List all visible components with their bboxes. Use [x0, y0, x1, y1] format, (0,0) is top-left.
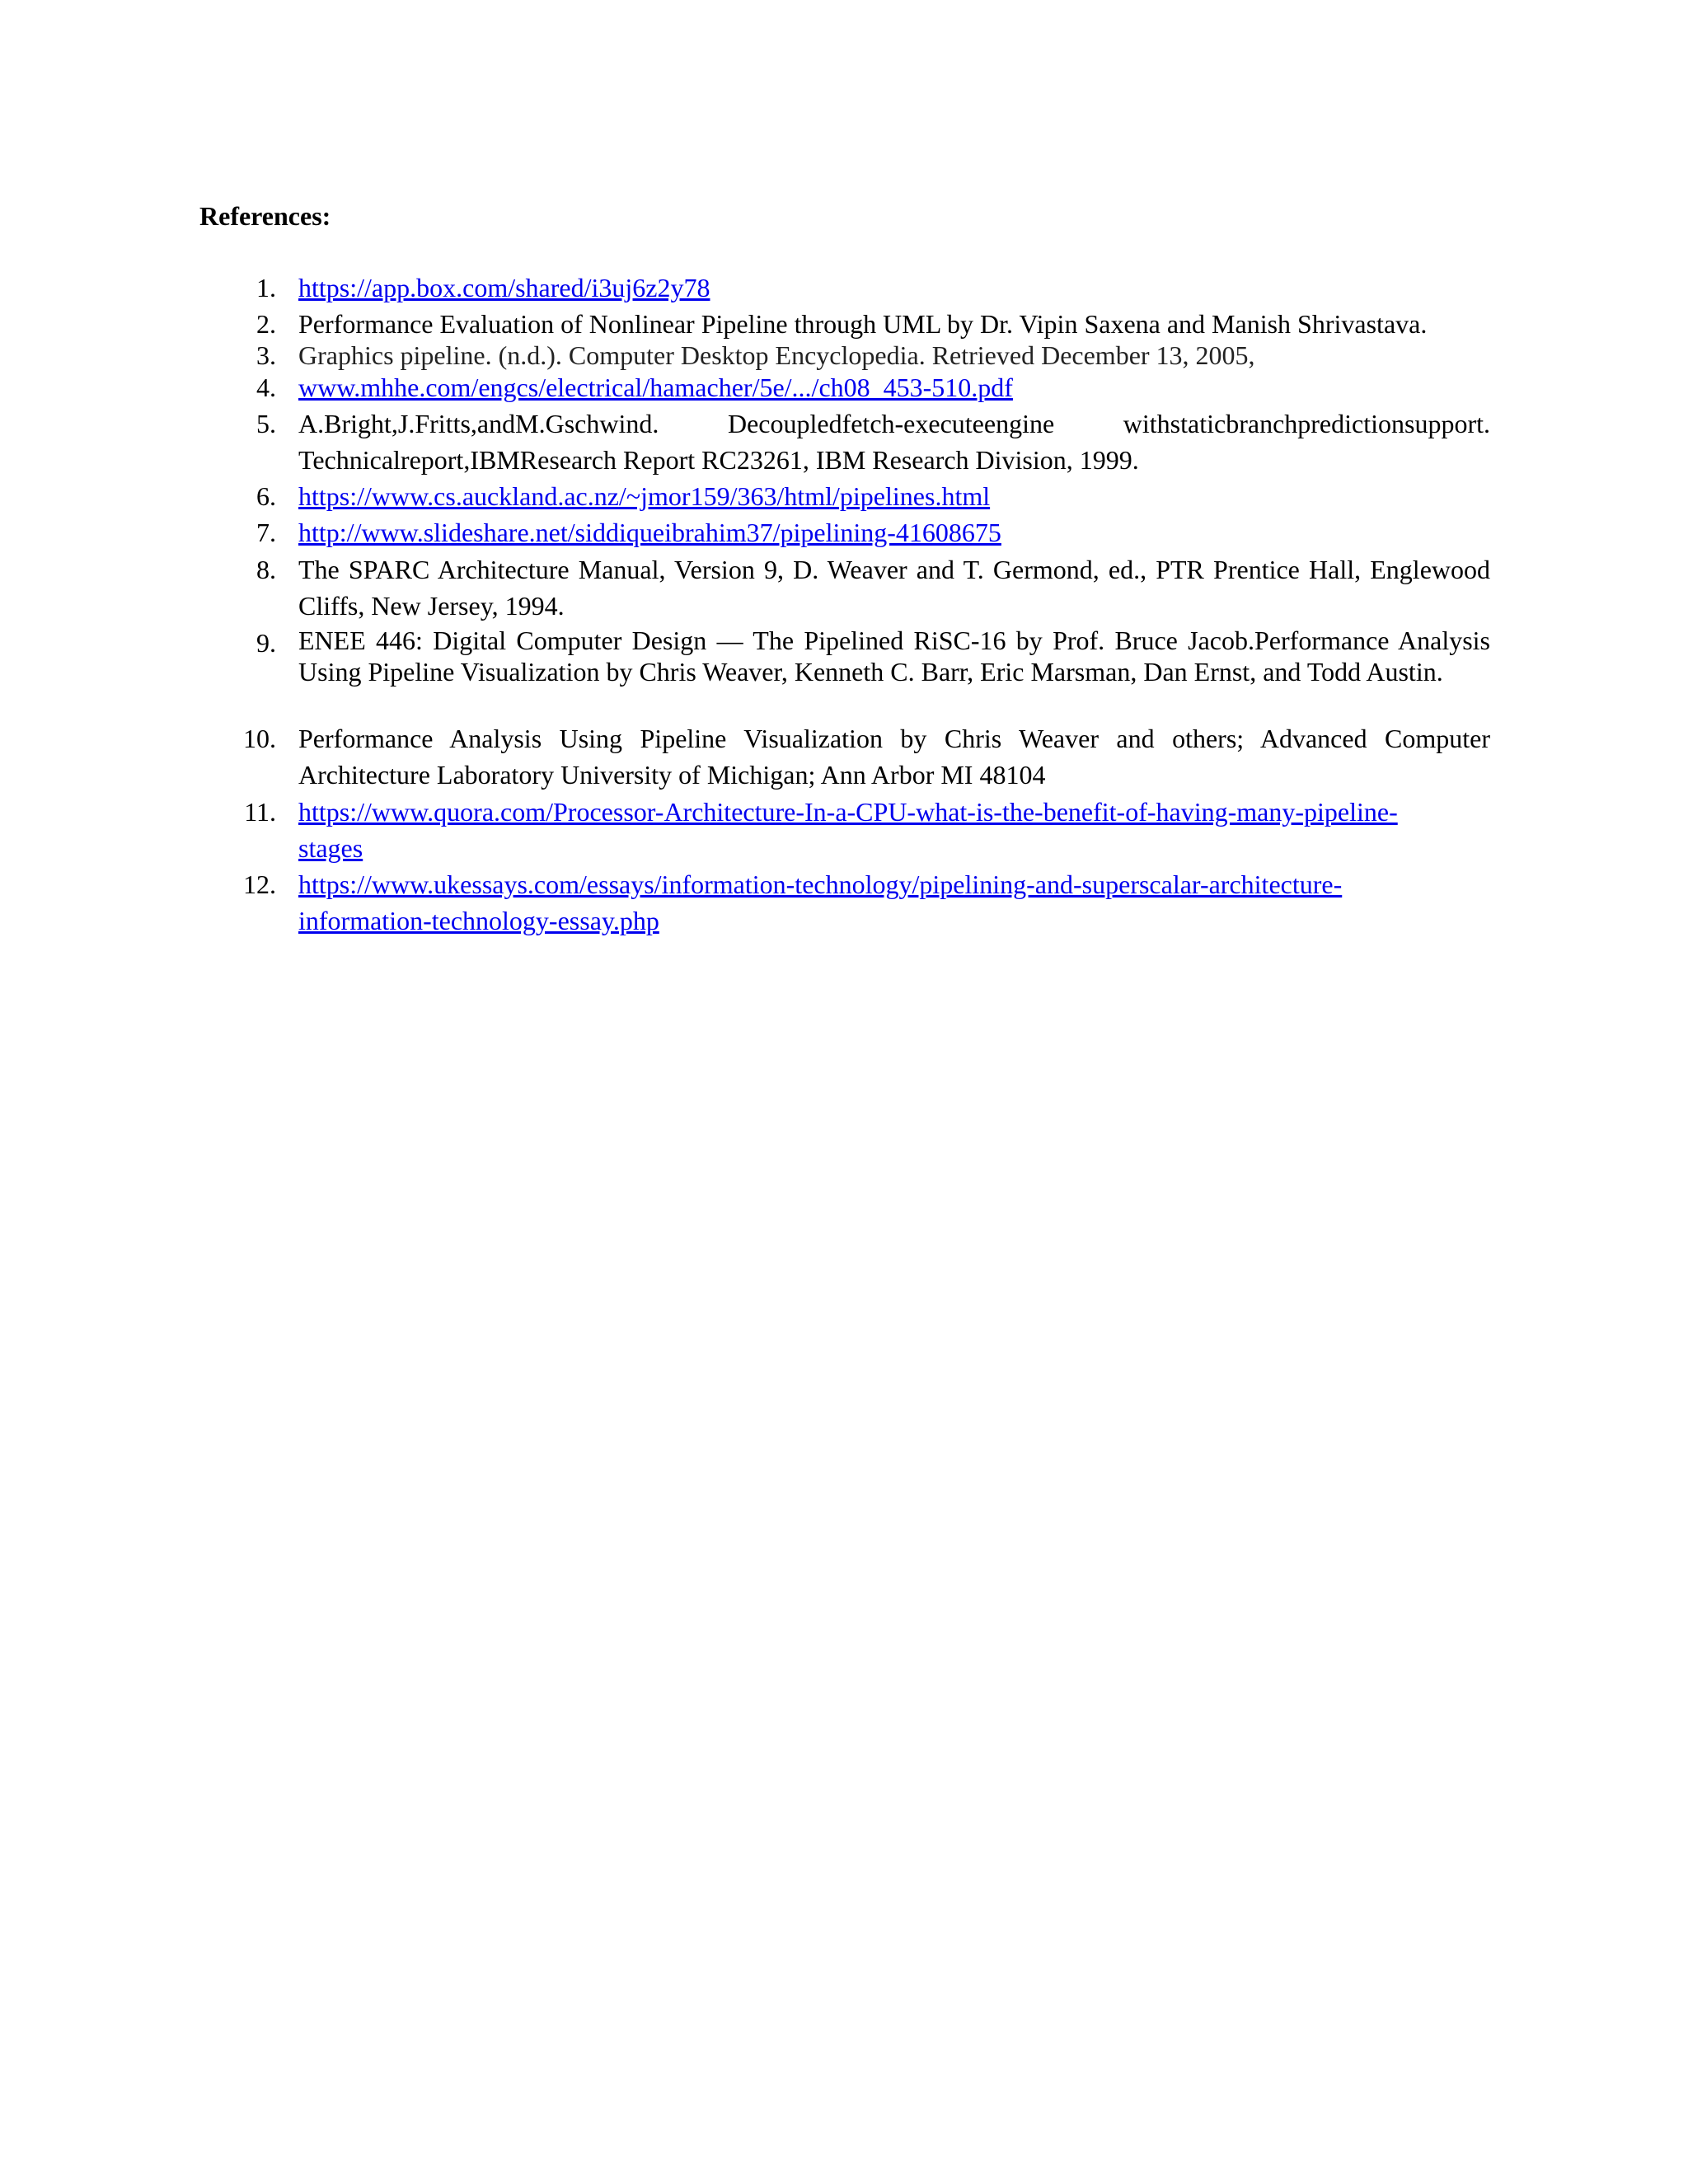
reference-text: ENEE 446: Digital Computer Design — The Pipelined RiSC-16 by Prof. Bruce Jacob.Performance Analysis Using Pipeline Visualization by Chris Weaver, Kenneth C. Barr, Eric Marsman, Dan Ernst, and Todd Austin. — [298, 626, 1490, 687]
reference-text — [298, 269, 1490, 306]
reference-text-line-2: Technicalreport,IBMResearch Report RC23261, IBM Research Division, 1999. — [298, 445, 1139, 475]
reference-number: 11. — [244, 797, 276, 827]
reference-text — [298, 514, 1490, 551]
reference-link[interactable]: http://www.slideshare.net/siddiqueibrahim37/pipelining-41608675 — [298, 518, 1001, 547]
reference-text: The SPARC Architecture Manual, Version 9, D. Weaver and T. Germond, ed., PTR Prentice Hall, Englewood Cliffs, New Jersey, 1994. — [298, 555, 1490, 621]
reference-text: Performance Evaluation of Nonlinear Pipeline through UML by Dr. Vipin Saxena and Manish Shrivastava. — [298, 309, 1428, 339]
reference-link[interactable]: https://www.ukessays.com/essays/information-technology/pipelining-and-superscalar-architecture- — [298, 869, 1343, 899]
reference-number: 7. — [256, 518, 276, 547]
reference-number: 6. — [256, 481, 276, 511]
reference-number: 4. — [256, 373, 276, 402]
reference-link[interactable]: https://app.box.com/shared/i3uj6z2y78 — [298, 273, 710, 302]
reference-number: 3. — [256, 340, 276, 370]
reference-text — [298, 866, 1490, 939]
reference-text — [298, 478, 1490, 514]
reference-text — [298, 369, 1490, 405]
reference-link[interactable]: www.mhhe.com/engcs/electrical/hamacher/5e/.../ch08_453-510.pdf — [298, 373, 1013, 402]
reference-link[interactable]: https://www.quora.com/Processor-Architecture-In-a-CPU-what-is-the-benefit-of-having-many-pipeline- — [298, 797, 1398, 827]
reference-text-part: Decoupledfetch-executeengine — [727, 409, 1055, 438]
references-heading: References: — [199, 201, 331, 231]
reference-text: Performance Analysis Using Pipeline Visualization by Chris Weaver and others; Advanced Computer Architecture Laboratory University of Michigan; Ann Arbor MI 48104 — [298, 724, 1490, 790]
reference-line — [298, 405, 1490, 442]
reference-number: 9. — [256, 628, 276, 658]
reference-number: 12. — [243, 869, 276, 899]
reference-text: Graphics pipeline. (n.d.). Computer Desktop Encyclopedia. Retrieved December 13, 2005, — [298, 340, 1255, 370]
reference-number: 10. — [243, 724, 276, 753]
reference-number: 8. — [256, 555, 276, 584]
reference-text-part: withstaticbranchpredictionsupport. — [1123, 409, 1490, 438]
reference-text — [298, 405, 1490, 478]
reference-number: 1. — [256, 273, 276, 302]
reference-link-continued[interactable]: stages — [298, 833, 363, 863]
reference-number: 2. — [256, 309, 276, 339]
reference-number: 5. — [256, 409, 276, 438]
reference-link-continued[interactable]: information-technology-essay.php — [298, 906, 659, 935]
reference-text — [298, 794, 1490, 866]
reference-text-part: A.Bright,J.Fritts,andM.Gschwind. — [298, 409, 659, 438]
reference-link[interactable]: https://www.cs.auckland.ac.nz/~jmor159/363/html/pipelines.html — [298, 481, 991, 511]
